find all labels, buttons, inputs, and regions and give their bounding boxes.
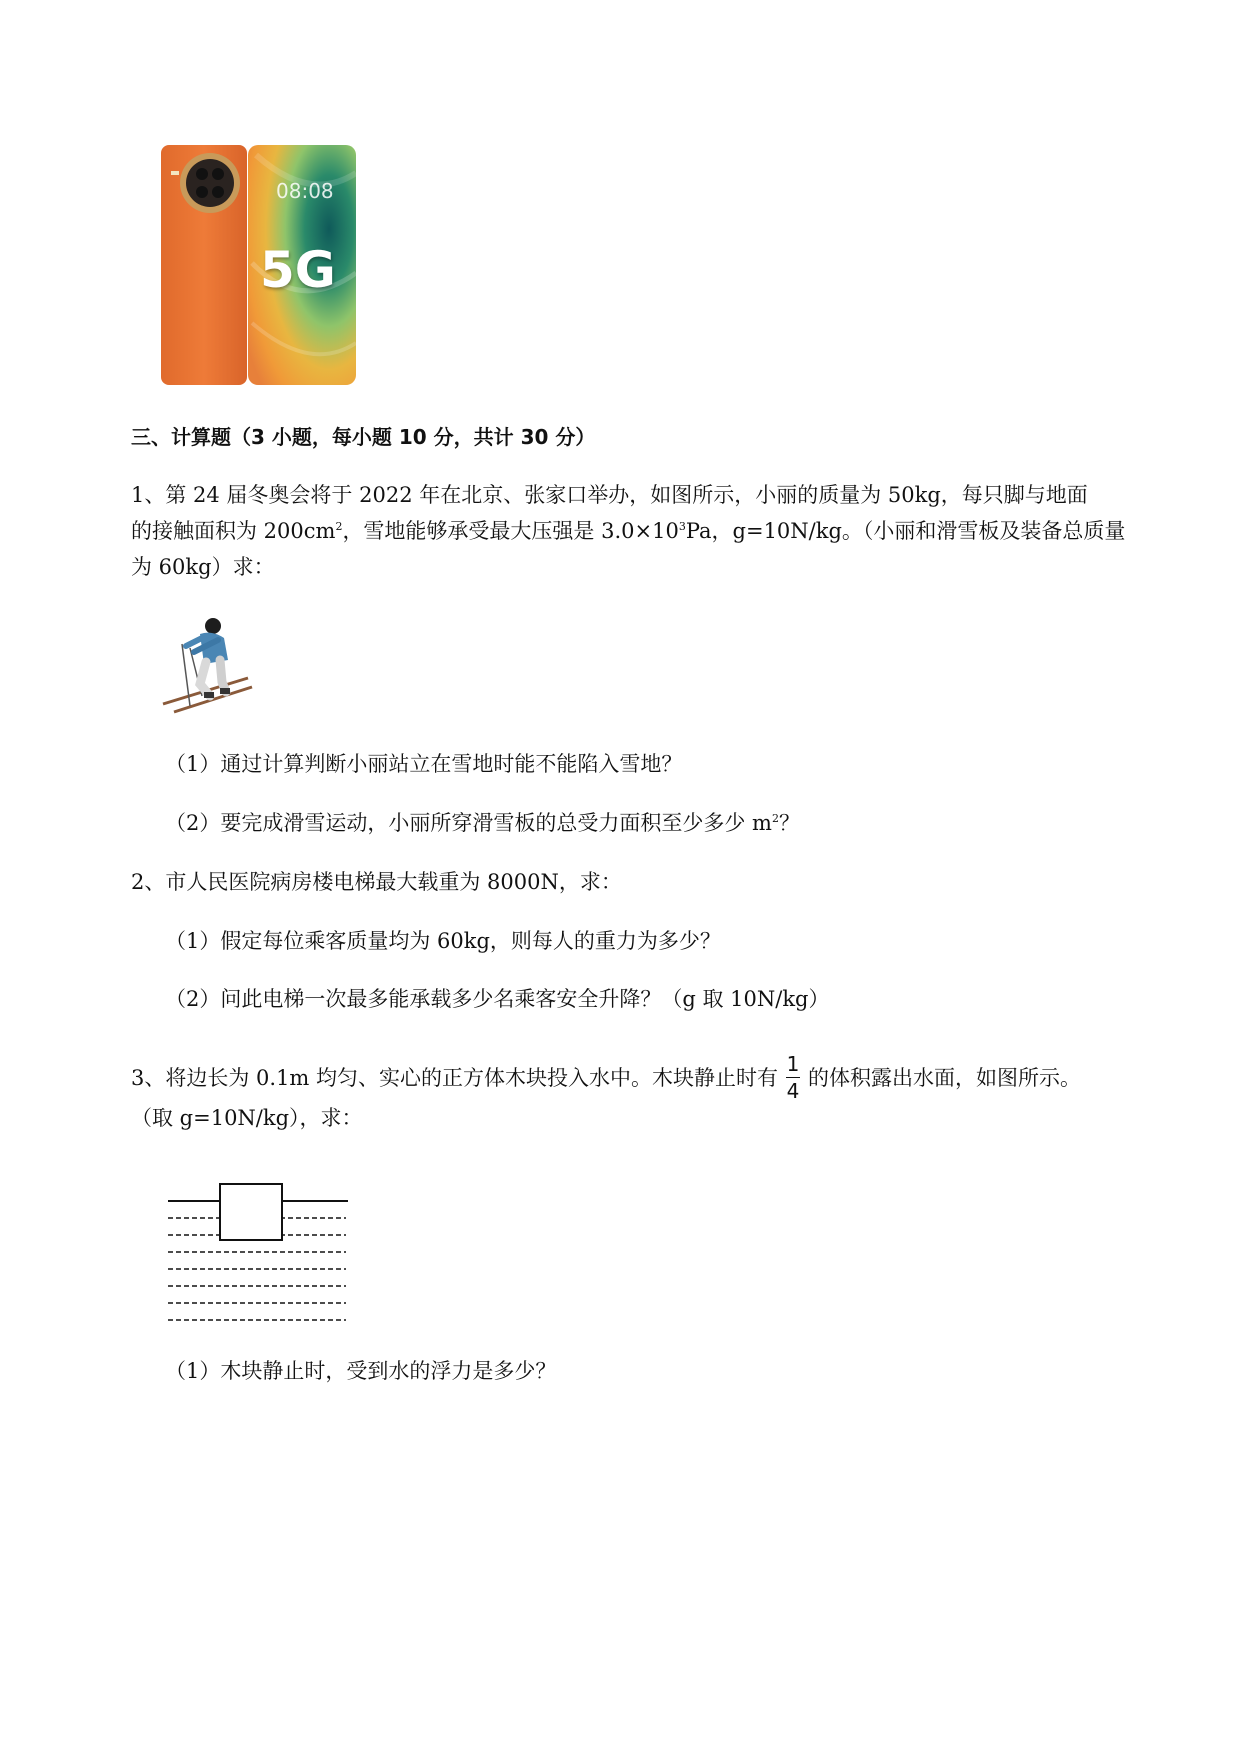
q2-sub2: （2）问此电梯一次最多能承载多少名乘客安全升降？（g 取 10N/kg） (165, 987, 830, 1011)
q1-line1: 1、第 24 届冬奥会将于 2022 年在北京、张家口举办，如图所示，小丽的质量为 50kg，每只脚与地面 (131, 483, 1088, 507)
q3-line1: 3、将边长为 0.1m 均匀、实心的正方体木块投入水中。木块静止时有 $\frac{1}{4}$ 的体积露出水面，如图所示。 (131, 1052, 1082, 1103)
q2-line1: 2、市人民医院病房楼电梯最大载重为 8000N，求： (131, 870, 622, 894)
q1-sub1: （1）通过计算判断小丽站立在雪地时能不能陷入雪地？ (165, 752, 683, 776)
q1-sub2: （2）要完成滑雪运动，小丽所穿滑雪板的总受力面积至少多少 $m^2$？ (165, 811, 800, 835)
fraction-one-quarter: $\frac{1}{4}$ (786, 1052, 800, 1103)
phone-screen-time: 08:08 (276, 179, 334, 203)
phone-figure (160, 143, 358, 387)
phone-5g-badge: 5G (260, 241, 336, 299)
skier-image (160, 612, 255, 717)
water-block-figure (165, 1180, 355, 1330)
q1-line2: 的接触面积为 $200cm^2$，雪地能够承受最大压强是 $3.0\times 10^3Pa$，g=10N/kg。（小丽和滑雪板及装备总质量 (131, 519, 1126, 543)
q2-sub1: （1）假定每位乘客质量均为 60kg，则每人的重力为多少？ (165, 929, 721, 953)
water-block-diagram (165, 1180, 355, 1330)
section-heading: 三、计算题（3 小题，每小题 10 分，共计 30 分） (131, 425, 596, 449)
q3-sub1: （1）木块静止时，受到水的浮力是多少？ (165, 1359, 557, 1383)
skier-figure (160, 612, 255, 717)
q1-line3: 为 60kg）求： (131, 555, 275, 579)
q3-line2: （取 g=10N/kg），求： (131, 1106, 363, 1130)
